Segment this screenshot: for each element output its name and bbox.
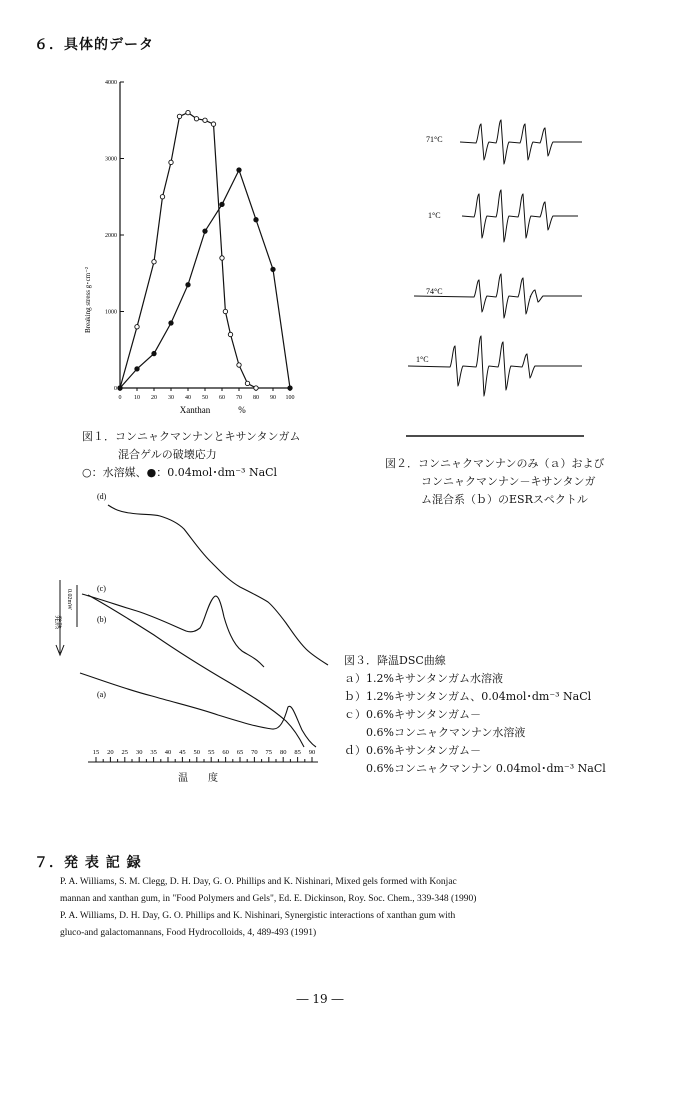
figure-3-item-d: ｄ）0.6%キサンタンガム－ xyxy=(344,744,481,757)
reference-2-line1: P. A. Williams, D. H. Day, G. O. Phillips and K. Nishinari, Synergistic interactions of xanthan gum with xyxy=(60,911,456,921)
figure-1-point-open xyxy=(228,332,232,336)
dsc-xtick-label: 25 xyxy=(121,749,129,756)
esr-temp-3: 74°C xyxy=(426,287,443,296)
figure-1-ytick-label: 3000 xyxy=(105,156,117,163)
figure-1-point-open xyxy=(245,381,249,385)
figure-1-series-line xyxy=(120,170,290,388)
esr-temp-2: 1°C xyxy=(428,211,441,220)
figure-1-xtick-label: 100 xyxy=(285,395,295,401)
figure-1-point-filled xyxy=(203,229,207,233)
figure-1-series-line xyxy=(120,113,256,388)
figure-1-xtick-label: 50 xyxy=(202,395,208,401)
figure-3-item-a: ａ）1.2%キサンタンガム水溶液 xyxy=(344,672,503,685)
figure-1-point-filled xyxy=(152,351,156,355)
dsc-label-d: (d) xyxy=(97,492,107,501)
dsc-xtick-label: 30 xyxy=(135,749,143,756)
dsc-xtick-label: 45 xyxy=(179,749,186,756)
dsc-curve-d xyxy=(108,505,328,665)
dsc-xaxis-ticks xyxy=(93,749,316,762)
figure-1-point-filled xyxy=(237,168,241,172)
figure-1-point-open xyxy=(177,114,181,118)
figure-1-point-open xyxy=(223,309,227,313)
esr-temp-1: 71°C xyxy=(426,135,443,144)
dsc-xtick-label: 15 xyxy=(92,749,100,756)
figure-1-point-filled xyxy=(118,386,122,390)
figure-3-caption xyxy=(344,652,606,778)
dsc-xtick-label: 60 xyxy=(222,749,229,756)
figure-2-caption-line3: ム混合系（ｂ）のESRスペクトル xyxy=(421,493,588,506)
figure-3-item-b: ｂ）1.2%キサンタンガム、0.04mol･dm⁻³ NaCl xyxy=(344,690,592,703)
figure-2-caption-line2: コンニャクマンナン－キサンタンガ xyxy=(421,475,596,488)
publication-list xyxy=(60,874,680,942)
figure-1-point-filled xyxy=(271,267,275,271)
esr-trace xyxy=(462,190,578,242)
figure-1-plot-area xyxy=(105,80,295,401)
figure-1-ytick-label: 1000 xyxy=(105,309,117,316)
figure-1-ylabel: Breaking stress g･cm⁻² xyxy=(84,266,92,334)
figure-3-item-d-cont: 0.6%コンニャクマンナン 0.04mol･dm⁻³ NaCl xyxy=(366,762,606,775)
figure-1-point-filled xyxy=(169,321,173,325)
dsc-xtick-label: 80 xyxy=(279,749,287,756)
figure-1-point-filled xyxy=(254,218,258,222)
figure-1-xtick-label: 20 xyxy=(151,395,157,401)
reference-1-line2: mannan and xanthan gum, in "Food Polymers and Gels", Ed. E. Dickinson, Roy. Soc. Chem., 339-348 (1990) xyxy=(60,894,477,904)
dsc-label-c: (c) xyxy=(97,584,106,593)
figure-1-xtick-label: 0 xyxy=(118,395,122,401)
figure-1-xtick-label: 30 xyxy=(168,395,174,401)
esr-trace xyxy=(460,120,582,164)
figure-3-dsc xyxy=(50,485,330,785)
dsc-xlabel: 温 度 xyxy=(178,773,218,784)
figure-1-xtick-label: 70 xyxy=(236,395,242,401)
legend-open-circle: ○：水溶媒、 xyxy=(82,466,147,479)
dsc-curve-a xyxy=(80,673,316,747)
dsc-xtick-label: 40 xyxy=(164,749,172,756)
figure-1-xlabel: Xanthan xyxy=(179,405,211,415)
figure-1-point-open xyxy=(220,256,224,260)
page-number: ― 19 ― xyxy=(296,992,344,1006)
figure-1-chart xyxy=(70,70,310,420)
reference-1-line1: P. A. Williams, S. M. Clegg, D. H. Day, G. O. Phillips and K. Nishinari, Mixed gels formed with Konjac xyxy=(60,877,457,887)
dsc-xtick-label: 85 xyxy=(294,749,301,756)
dsc-yaxis-label: 発熱 xyxy=(54,615,62,629)
dsc-curve-c xyxy=(82,594,264,667)
dsc-curve-b xyxy=(88,595,304,747)
dsc-xtick-label: 90 xyxy=(308,749,316,756)
figure-1-xtick-label: 40 xyxy=(185,395,191,401)
figure-1-xtick-label: 10 xyxy=(134,395,140,401)
figure-1-point-open xyxy=(254,386,258,390)
esr-trace xyxy=(408,336,582,396)
figure-1-point-open xyxy=(160,195,164,199)
dsc-xtick-label: 70 xyxy=(251,749,258,756)
figure-1-point-filled xyxy=(220,202,224,206)
figure-2-caption-line1: 図２．コンニャクマンナンのみ（ａ）および xyxy=(385,457,605,470)
figure-1-point-open xyxy=(186,110,190,114)
figure-1-ytick-label: 2000 xyxy=(105,233,117,239)
dsc-xtick-label: 65 xyxy=(236,749,244,756)
figure-1-xtick-label: 90 xyxy=(270,395,276,401)
section-7-heading: ７．発 表 記 録 xyxy=(34,855,142,871)
figure-1-point-filled xyxy=(135,367,139,371)
dsc-xtick-label: 35 xyxy=(150,749,157,756)
figure-1-point-open xyxy=(203,118,207,122)
figure-3-caption-title: 図３．降温DSC曲線 xyxy=(344,654,446,667)
figure-1-caption-line1: 図１．コンニャクマンナンとキサンタンガム xyxy=(82,430,301,443)
figure-1-point-open xyxy=(194,117,198,121)
figure-1-xtick-label: 60 xyxy=(219,395,225,401)
legend-filled-circle: ●：0.04mol･dm⁻³ NaCl xyxy=(146,466,278,479)
figure-1-point-filled xyxy=(288,386,292,390)
dsc-xtick-label: 75 xyxy=(265,749,273,756)
figure-1-point-filled xyxy=(186,283,190,287)
figure-1-caption-line2: 混合ゲルの破壊応力 xyxy=(118,448,217,461)
dsc-xtick-label: 50 xyxy=(193,749,201,756)
figure-2-caption xyxy=(385,455,604,509)
figure-1-xunit: % xyxy=(238,405,246,415)
figure-3-item-c-cont: 0.6%コンニャクマンナン水溶液 xyxy=(366,726,526,739)
figure-1-ytick-label: 4000 xyxy=(105,80,117,86)
esr-traces xyxy=(408,120,582,396)
dsc-label-a: (a) xyxy=(97,690,106,699)
figure-1-point-open xyxy=(237,363,241,367)
figure-3-item-c: ｃ）0.6%キサンタンガム－ xyxy=(344,708,481,721)
section-6-heading: ６．具体的データ xyxy=(34,37,154,53)
dsc-scale-label: 0.02mW xyxy=(66,589,72,610)
figure-1-point-open xyxy=(211,122,215,126)
dsc-xtick-label: 55 xyxy=(207,749,215,756)
figure-1-point-open xyxy=(135,325,139,329)
reference-2-line2: gluco-and galactomannans, Food Hydrocolloids, 4, 489-493 (1991) xyxy=(60,928,317,938)
figure-1-ytick-label: 0 xyxy=(114,386,117,392)
dsc-label-b: (b) xyxy=(97,615,107,624)
figure-2-esr-spectra xyxy=(400,90,600,450)
figure-1-caption xyxy=(82,428,300,482)
figure-1-xtick-label: 80 xyxy=(253,395,259,401)
esr-trace xyxy=(414,274,582,318)
dsc-xtick-label: 20 xyxy=(107,749,114,756)
esr-temp-4: 1°C xyxy=(416,355,429,364)
figure-1-point-open xyxy=(152,260,156,264)
figure-1-legend xyxy=(82,464,300,482)
figure-1-point-open xyxy=(169,160,173,164)
